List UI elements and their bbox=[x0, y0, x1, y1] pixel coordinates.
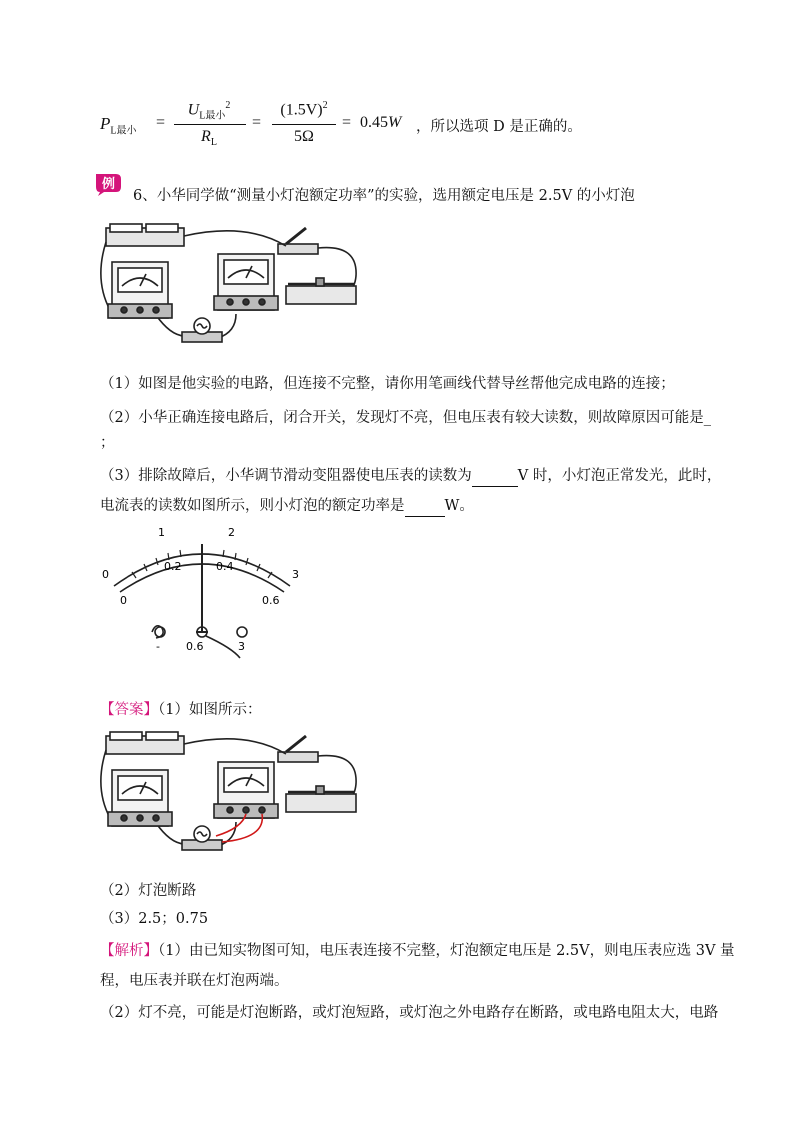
svg-text:0: 0 bbox=[102, 568, 109, 581]
ammeter-dial bbox=[92, 520, 312, 670]
example-badge-icon bbox=[92, 172, 122, 196]
blank-power[interactable] bbox=[405, 496, 445, 517]
answer-part-1: 【答案】（1）如图所示： bbox=[100, 702, 262, 718]
svg-text:1: 1 bbox=[158, 526, 165, 539]
analysis-part-1-cont: 程，电压表并联在灯泡两端。 bbox=[100, 973, 289, 989]
answer-part-2: （2）灯泡断路 bbox=[100, 883, 197, 899]
analysis-part-2: （2）灯不亮，可能是灯泡断路，或灯泡短路，或灯泡之外电路存在断路，或电路电阻太大，电路 bbox=[100, 1005, 719, 1021]
question-part-3b: 电流表的读数如图所示，则小灯泡的额定功率是 W。 bbox=[100, 496, 474, 517]
analysis-part-1: 【解析】（1）由已知实物图可知，电压表连接不完整，灯泡额定电压是 2.5V，则电压表应选 3V 量 bbox=[100, 943, 735, 959]
circuit-diagram-incomplete bbox=[96, 220, 366, 355]
question-part-3a: （3）排除故障后，小华调节滑动变阻器使电压表的读数为 V 时，小灯泡正常发光，此时， bbox=[100, 466, 721, 487]
answer-part-3: （3）2.5；0.75 bbox=[100, 911, 209, 927]
question-part-2: （2）小华正确连接电路后，闭合开关，发现灯不亮，但电压表有较大读数，则故障原因可能是_ bbox=[100, 410, 711, 426]
blank-voltage[interactable] bbox=[472, 466, 518, 487]
question-stem: 6、小华同学做“测量小灯泡额定功率”的实验，选用额定电压是 2.5V 的小灯泡 bbox=[133, 188, 635, 204]
question-part-1: （1）如图是他实验的电路，但连接不完整，请你用笔画线代替导丝帮他完成电路的连接； bbox=[100, 376, 675, 392]
svg-text:-: - bbox=[156, 640, 160, 653]
svg-text:0: 0 bbox=[120, 594, 127, 607]
svg-text:例: 例 bbox=[101, 177, 116, 192]
circuit-diagram-answer bbox=[96, 728, 366, 863]
svg-text:0.4: 0.4 bbox=[216, 560, 234, 573]
question-part-2-end: ； bbox=[100, 435, 115, 451]
svg-text:2: 2 bbox=[228, 526, 235, 539]
svg-text:0.6: 0.6 bbox=[262, 594, 280, 607]
power-formula: $P_{L最小}$ = $U_{L最小}^2$ $R_L$ = $(1.5V)^2$ 5Ω = 0.45W ，所以选项 D 是正确的。 bbox=[100, 100, 582, 149]
svg-text:0.6: 0.6 bbox=[186, 640, 204, 653]
svg-text:3: 3 bbox=[292, 568, 299, 581]
svg-text:3: 3 bbox=[238, 640, 245, 653]
svg-text:0.2: 0.2 bbox=[164, 560, 182, 573]
